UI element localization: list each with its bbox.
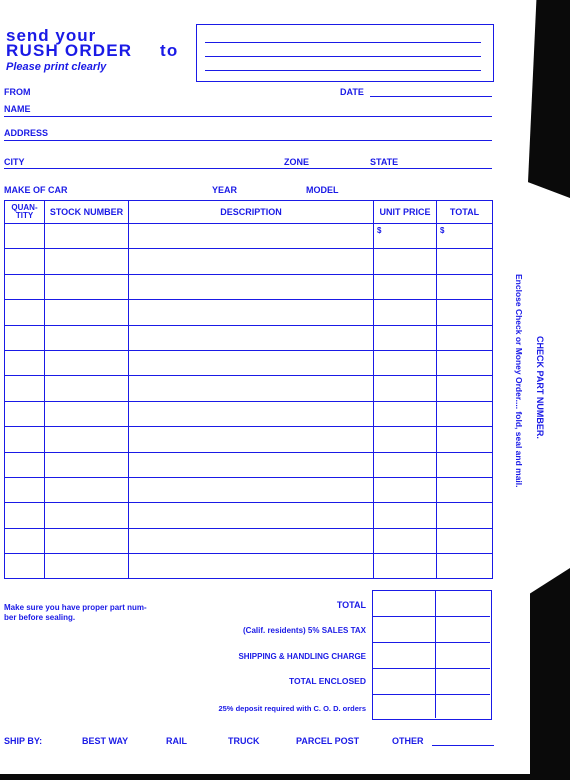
quantity-cell[interactable] bbox=[5, 224, 45, 249]
header-to: to bbox=[160, 41, 179, 60]
unit-price-cell[interactable] bbox=[374, 325, 437, 350]
quantity-cell[interactable] bbox=[5, 427, 45, 452]
name-label: NAME bbox=[4, 104, 31, 114]
ship-truck[interactable]: TRUCK bbox=[228, 736, 260, 746]
total-cell[interactable] bbox=[437, 427, 493, 452]
unit-price-cell[interactable] bbox=[374, 350, 437, 375]
unit-price-cell[interactable] bbox=[374, 224, 437, 249]
unit-price-cell[interactable] bbox=[374, 401, 437, 426]
quantity-cell[interactable] bbox=[5, 325, 45, 350]
table-row bbox=[5, 477, 493, 502]
total-cell[interactable] bbox=[437, 274, 493, 299]
total-cell[interactable] bbox=[437, 528, 493, 553]
table-row bbox=[5, 452, 493, 477]
totals-row-1 bbox=[373, 616, 490, 617]
dollar-sign: $ bbox=[377, 226, 382, 235]
table-row bbox=[5, 350, 493, 375]
stock-number-cell[interactable] bbox=[45, 503, 129, 528]
ship-best-way[interactable]: BEST WAY bbox=[82, 736, 129, 746]
description-cell[interactable] bbox=[129, 224, 374, 249]
header-line1: send your bbox=[6, 26, 97, 45]
make-of-car-label: MAKE OF CAR bbox=[4, 185, 68, 195]
unit-price-cell[interactable] bbox=[374, 477, 437, 502]
ship-parcel-post[interactable]: PARCEL POST bbox=[296, 736, 360, 746]
part-number-note: Make sure you have proper part num- ber before sealing. bbox=[4, 603, 147, 623]
table-row bbox=[5, 427, 493, 452]
description-cell[interactable] bbox=[129, 300, 374, 325]
header-line2: RUSH ORDER bbox=[6, 41, 133, 60]
table-row bbox=[5, 528, 493, 553]
ship-other-field[interactable] bbox=[432, 745, 494, 746]
description-cell[interactable] bbox=[129, 325, 374, 350]
address-box-line-2 bbox=[205, 56, 481, 57]
stock-number-cell[interactable] bbox=[45, 554, 129, 579]
quantity-cell[interactable] bbox=[5, 477, 45, 502]
totals-divider bbox=[435, 591, 436, 718]
description-cell[interactable] bbox=[129, 528, 374, 553]
total-cell[interactable] bbox=[437, 401, 493, 426]
unit-price-cell[interactable] bbox=[374, 503, 437, 528]
quantity-cell[interactable] bbox=[5, 554, 45, 579]
city-label: CITY bbox=[4, 157, 25, 167]
total-cell[interactable] bbox=[437, 452, 493, 477]
table-row bbox=[5, 300, 493, 325]
unit-price-cell[interactable] bbox=[374, 249, 437, 274]
quantity-cell[interactable] bbox=[5, 452, 45, 477]
total-cell[interactable] bbox=[437, 249, 493, 274]
quantity-cell[interactable] bbox=[5, 350, 45, 375]
total-cell[interactable] bbox=[437, 224, 493, 249]
table-row bbox=[5, 224, 493, 249]
stock-number-cell[interactable] bbox=[45, 300, 129, 325]
stock-number-cell[interactable] bbox=[45, 452, 129, 477]
unit-price-cell[interactable] bbox=[374, 274, 437, 299]
right-edge-top bbox=[528, 0, 570, 198]
stock-number-cell[interactable] bbox=[45, 401, 129, 426]
stock-number-cell[interactable] bbox=[45, 224, 129, 249]
totals-row-2 bbox=[373, 642, 490, 643]
col-quantity: QUAN- TITY bbox=[5, 201, 45, 224]
total-enclosed-label: TOTAL ENCLOSED bbox=[289, 676, 366, 686]
quantity-cell[interactable] bbox=[5, 249, 45, 274]
description-cell[interactable] bbox=[129, 274, 374, 299]
col-unit-price: UNIT PRICE bbox=[374, 201, 437, 224]
side-text-check-part: CHECK PART NUMBER. bbox=[535, 336, 545, 439]
unit-price-cell[interactable] bbox=[374, 554, 437, 579]
description-cell[interactable] bbox=[129, 452, 374, 477]
quantity-cell[interactable] bbox=[5, 376, 45, 401]
zone-label: ZONE bbox=[284, 157, 310, 167]
description-cell[interactable] bbox=[129, 249, 374, 274]
stock-number-cell[interactable] bbox=[45, 427, 129, 452]
description-cell[interactable] bbox=[129, 427, 374, 452]
date-field[interactable] bbox=[370, 96, 492, 97]
col-description: DESCRIPTION bbox=[129, 201, 374, 224]
col-stock-number: STOCK NUMBER bbox=[45, 201, 129, 224]
unit-price-cell[interactable] bbox=[374, 300, 437, 325]
total-label: TOTAL bbox=[336, 600, 366, 610]
address-field[interactable] bbox=[4, 140, 492, 141]
total-cell[interactable] bbox=[437, 503, 493, 528]
header-line3: Please print clearly bbox=[6, 61, 107, 73]
table-row bbox=[5, 503, 493, 528]
year-label: YEAR bbox=[212, 185, 238, 195]
city-zone-state-field[interactable] bbox=[4, 168, 492, 169]
description-cell[interactable] bbox=[129, 503, 374, 528]
description-cell[interactable] bbox=[129, 477, 374, 502]
total-cell[interactable] bbox=[437, 477, 493, 502]
quantity-cell[interactable] bbox=[5, 300, 45, 325]
address-box-line-1 bbox=[205, 42, 481, 43]
total-cell[interactable] bbox=[437, 300, 493, 325]
description-cell[interactable] bbox=[129, 554, 374, 579]
stock-number-cell[interactable] bbox=[45, 325, 129, 350]
totals-box bbox=[372, 590, 492, 720]
table-row bbox=[5, 274, 493, 299]
quantity-cell[interactable] bbox=[5, 528, 45, 553]
address-box-line-3 bbox=[205, 70, 481, 71]
totals-row-4 bbox=[373, 694, 490, 695]
total-cell[interactable] bbox=[437, 325, 493, 350]
ship-rail[interactable]: RAIL bbox=[166, 736, 187, 746]
bottom-edge bbox=[0, 774, 570, 780]
col-total: TOTAL bbox=[437, 201, 493, 224]
order-table bbox=[4, 200, 493, 579]
deposit-label: 25% deposit required with C. O. D. orders bbox=[218, 704, 366, 713]
unit-price-cell[interactable] bbox=[374, 427, 437, 452]
description-cell[interactable] bbox=[129, 376, 374, 401]
table-row bbox=[5, 401, 493, 426]
stock-number-cell[interactable] bbox=[45, 376, 129, 401]
table-row bbox=[5, 376, 493, 401]
stock-number-cell[interactable] bbox=[45, 249, 129, 274]
dollar-sign: $ bbox=[440, 226, 445, 235]
quantity-cell[interactable] bbox=[5, 503, 45, 528]
stock-number-cell[interactable] bbox=[45, 274, 129, 299]
ship-by-label: SHIP BY: bbox=[4, 736, 43, 746]
right-edge-bottom bbox=[530, 568, 570, 780]
sales-tax-label: (Calif. residents) 5% SALES TAX bbox=[243, 626, 366, 635]
totals-row-3 bbox=[373, 668, 490, 669]
state-label: STATE bbox=[370, 157, 399, 167]
side-text-enclose: Enclose Check or Money Order.... fold, seal and mail. bbox=[514, 274, 524, 488]
total-cell[interactable] bbox=[437, 350, 493, 375]
quantity-cell[interactable] bbox=[5, 401, 45, 426]
table-row bbox=[5, 554, 493, 579]
quantity-cell[interactable] bbox=[5, 274, 45, 299]
model-label: MODEL bbox=[306, 185, 339, 195]
date-label: DATE bbox=[340, 87, 364, 97]
ship-other[interactable]: OTHER bbox=[392, 736, 424, 746]
description-cell[interactable] bbox=[129, 401, 374, 426]
total-cell[interactable] bbox=[437, 376, 493, 401]
shipping-label: SHIPPING & HANDLING CHARGE bbox=[238, 652, 366, 661]
stock-number-cell[interactable] bbox=[45, 528, 129, 553]
unit-price-cell[interactable] bbox=[374, 528, 437, 553]
order-table-header bbox=[5, 201, 493, 224]
unit-price-cell[interactable] bbox=[374, 376, 437, 401]
address-label: ADDRESS bbox=[4, 128, 49, 138]
unit-price-cell[interactable] bbox=[374, 452, 437, 477]
stock-number-cell[interactable] bbox=[45, 477, 129, 502]
table-row bbox=[5, 249, 493, 274]
name-field[interactable] bbox=[4, 116, 492, 117]
table-row bbox=[5, 325, 493, 350]
mailing-address-box[interactable] bbox=[196, 24, 494, 82]
total-cell[interactable] bbox=[437, 554, 493, 579]
stock-number-cell[interactable] bbox=[45, 350, 129, 375]
description-cell[interactable] bbox=[129, 350, 374, 375]
from-label: FROM bbox=[4, 87, 31, 97]
